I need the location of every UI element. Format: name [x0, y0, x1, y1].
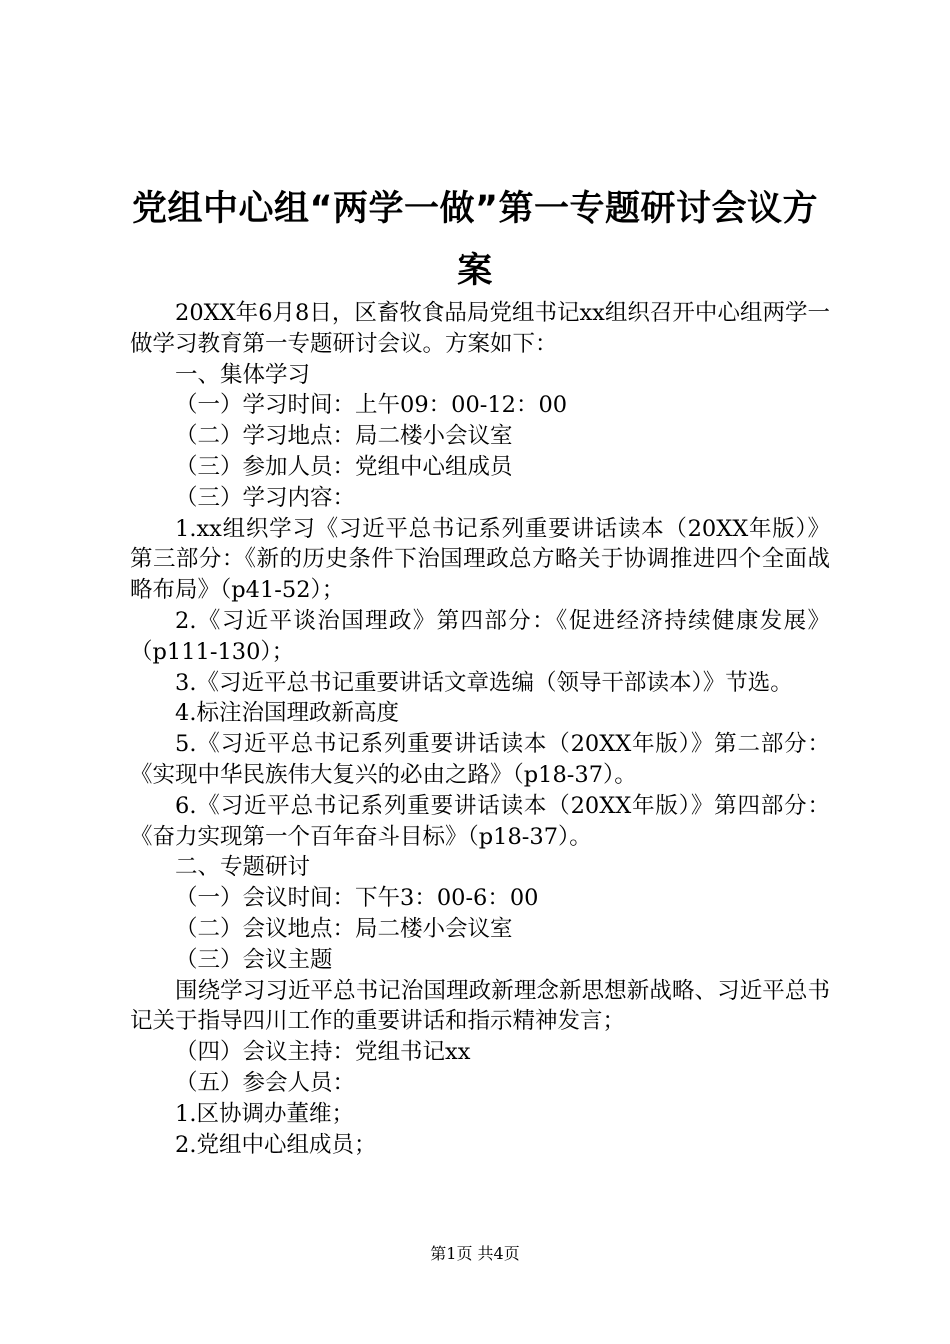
study-item-1: 1.xx组织学习《习近平总书记系列重要讲话读本（20XX年版）》第三部分：《新的历史条件下治国理政总方略关于协调推进四个全面战略布局》（p41-52）； [130, 515, 830, 604]
document-title: 党组中心组“两学一做”第一专题研讨会议方案 [131, 189, 818, 291]
study-content-heading: （三）学习内容： [175, 484, 356, 511]
study-item-2: 2.《习近平谈治国理政》第四部分：《促进经济持续健康发展》（p111-130）； [130, 607, 830, 665]
document-body [130, 298, 830, 1160]
section-heading-seminar: 二、专题研讨 [175, 854, 311, 881]
seminar-participants-heading: （五）参会人员： [175, 1069, 356, 1096]
seminar-theme: 围绕学习习近平总书记治国理政新理念新思想新战略、习近平总书记关于指导四川工作的重要讲话和指示精神发言； [130, 977, 830, 1035]
intro-paragraph: 20XX年6月8日，区畜牧食品局党组书记xx组织召开中心组两学一做学习教育第一专题研讨会议。方案如下： [130, 300, 830, 357]
seminar-host: （四）会议主持：党组书记xx [175, 1039, 471, 1066]
seminar-theme-heading: （三）会议主题 [175, 946, 333, 973]
section-heading-collective-study: 一、集体学习 [175, 361, 311, 388]
seminar-participant-1: 1.区协调办董维； [175, 1100, 354, 1127]
study-participants: （三）参加人员：党组中心组成员 [175, 453, 513, 480]
page-footer: 第1页 共4页 [430, 1244, 520, 1263]
study-time: （一）学习时间：上午09：00-12：00 [175, 392, 568, 419]
seminar-location: （二）会议地点：局二楼小会议室 [175, 915, 513, 942]
seminar-time: （一）会议时间：下午3：00-6：00 [175, 885, 539, 912]
study-location: （二）学习地点：局二楼小会议室 [175, 423, 513, 450]
study-item-4: 4.标注治国理政新高度 [175, 700, 399, 727]
study-item-5: 5.《习近平总书记系列重要讲话读本（20XX年版）》第二部分：《实现中华民族伟大复兴的必由之路》（p18-37）。 [130, 731, 830, 788]
study-item-6: 6.《习近平总书记系列重要讲话读本（20XX年版）》第四部分：《奋力实现第一个百年奋斗目标》（p18-37）。 [130, 792, 830, 850]
seminar-participant-2: 2.党组中心组成员； [175, 1131, 377, 1158]
study-item-3: 3.《习近平总书记重要讲话文章选编（领导干部读本）》节选。 [175, 669, 793, 696]
